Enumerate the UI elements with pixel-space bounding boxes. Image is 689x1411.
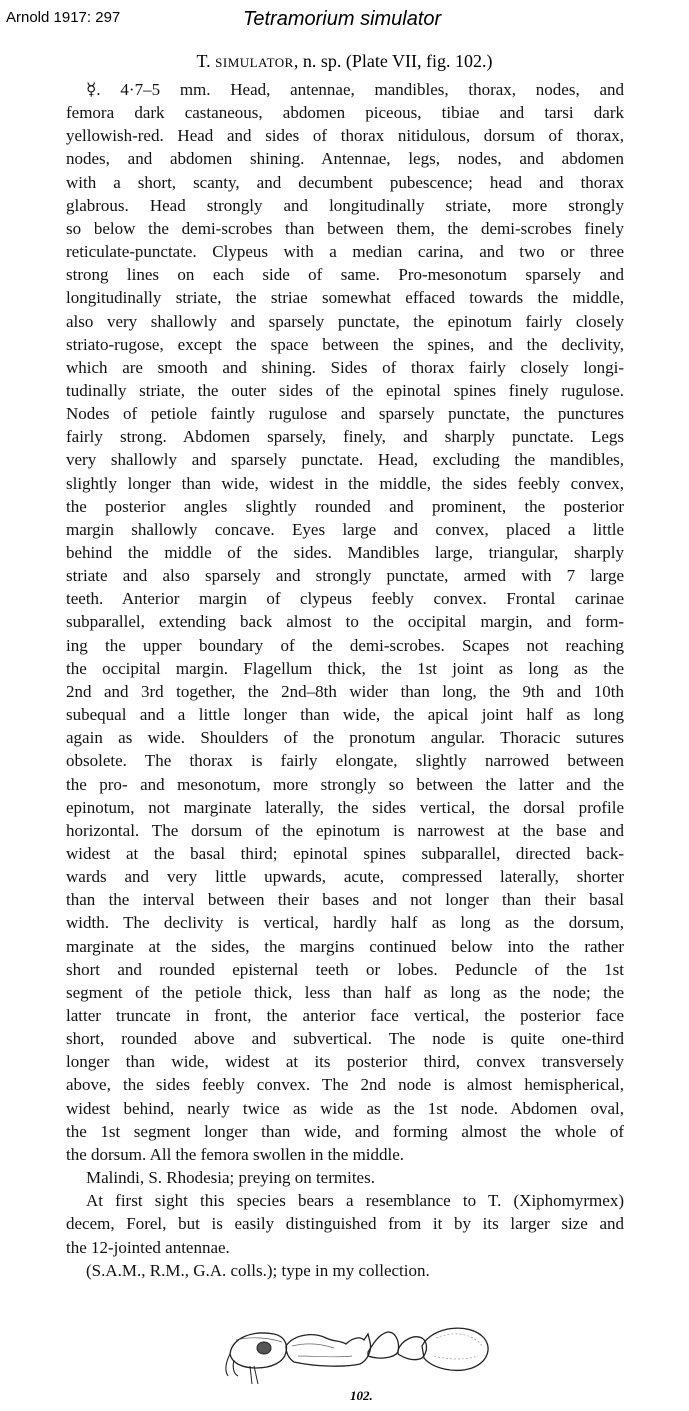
description-line: again as wide. Shoulders of the pronotum angular. Thoracic sutures — [66, 728, 624, 748]
description-line: ing the upper boundary of the demi-scrobes. Scapes not reaching — [66, 635, 624, 655]
description-line: reticulate-punctate. Clypeus with a median carina, and two or three — [66, 242, 624, 262]
description-line: the pro- and mesonotum, more strongly so between the latter and the — [66, 774, 624, 794]
description-line: short, rounded above and subvertical. The node is quite one-third — [66, 1029, 624, 1049]
description-line: so below the demi-scrobes than between them, the demi-scrobes finely — [66, 218, 624, 238]
description-line: subparallel, extending back almost to the occipital margin, and form- — [66, 612, 624, 632]
description-line: which are smooth and shining. Sides of thorax fairly closely longi- — [66, 357, 624, 377]
description-line: Nodes of petiole faintly rugulose and sparsely punctate, the punctures — [66, 404, 624, 424]
description-line: segment of the petiole thick, less than half as long as the node; the — [66, 982, 624, 1002]
description-line: behind the middle of the sides. Mandibles large, triangular, sharply — [66, 543, 624, 562]
description-line: width. The declivity is vertical, hardly half as long as the dorsum, — [66, 913, 624, 933]
description-line: subequal and a little longer than wide, the apical joint half as long — [66, 705, 624, 725]
description-line: widest behind, nearly twice as wide as the 1st node. Abdomen oval, — [66, 1098, 624, 1118]
species-heading — [0, 51, 689, 72]
description-line: very shallowly and sparsely punctate. Head, excluding the mandibles, — [66, 450, 624, 470]
description-line: slightly longer than wide, widest in the middle, the sides feebly convex, — [66, 473, 624, 493]
description-line: wards and very little upwards, acute, compressed laterally, shorter — [66, 867, 624, 887]
description-line: nodes, and abdomen shining. Antennae, legs, nodes, and abdomen — [66, 149, 624, 169]
description-line: obsolete. The thorax is fairly elongate, slightly narrowed between — [66, 751, 624, 771]
heading-rest: , n. sp. (Plate VII, fig. 102.) — [293, 51, 493, 71]
description-line: the occipital margin. Flagellum thick, the 1st joint as long as the — [66, 658, 624, 678]
remarks-line: At first sight this species bears a resemblance to T. (Xiphomyrmex) — [86, 1191, 624, 1211]
description-line: longer than wide, widest at its posterior third, convex transversely — [66, 1052, 624, 1072]
description-line: glabrous. Head strongly and longitudinally striate, more strongly — [66, 195, 624, 215]
description-line: striate and also sparsely and strongly punctate, armed with 7 large — [66, 566, 624, 586]
description-line: striato-rugose, except the space between the spines, and the declivity, — [66, 334, 624, 354]
description-line: strong lines on each side of same. Pro-mesonotum sparsely and — [66, 265, 624, 285]
description-line: tudinally striate, the outer sides of the epinotal spines finely rugulose. — [66, 380, 624, 400]
description-line: longitudinally striate, the striae somewhat effaced towards the middle, — [66, 288, 624, 308]
locality-line: Malindi, S. Rhodesia; preying on termites. — [86, 1168, 375, 1188]
description-line: latter truncate in front, the anterior face vertical, the posterior face — [66, 1006, 624, 1025]
description-line: with a short, scanty, and decumbent pubescence; head and thorax — [66, 172, 624, 192]
description-line: short and rounded episternal teeth or lobes. Peduncle of the 1st — [66, 959, 624, 979]
remarks-line: decem, Forel, but is easily distinguished from it by its larger size and — [66, 1214, 624, 1234]
heading-genus: T. — [196, 51, 211, 71]
description-line: fairly strong. Abdomen sparsely, finely, and sharply punctate. Legs — [66, 427, 624, 447]
collections-line: (S.A.M., R.M., G.A. colls.); type in my collection. — [86, 1260, 430, 1280]
description-line: above, the sides feebly convex. The 2nd node is almost hemispherical, — [66, 1075, 624, 1095]
description-line: ☿. 4·7–5 mm. Head, antennae, mandibles, thorax, nodes, and — [86, 80, 624, 99]
description-line: the posterior angles slightly rounded and prominent, the posterior — [66, 496, 624, 516]
ant-profile-drawing — [222, 1316, 492, 1391]
description-line: also very shallowly and sparsely punctate, the epinotum fairly closely — [66, 311, 624, 331]
heading-species: simulator — [215, 51, 294, 71]
description-line: margin shallowly concave. Eyes large and convex, placed a little — [66, 519, 624, 539]
description-line: the 1st segment longer than wide, and forming almost the whole of — [66, 1121, 624, 1141]
description-line: widest at the basal third; epinotal spines subparallel, directed back- — [66, 843, 624, 863]
description-line: horizontal. The dorsum of the epinotum is narrowest at the base and — [66, 820, 624, 840]
description-line: femora dark castaneous, abdomen piceous, tibiae and tarsi dark — [66, 103, 624, 123]
description-line: marginate at the sides, the margins continued below into the rather — [66, 936, 624, 956]
remarks-line: the 12-jointed antennae. — [66, 1237, 230, 1257]
page-reference: Arnold 1917: 297 — [6, 9, 121, 26]
species-title: Tetramorium simulator — [243, 8, 442, 30]
description-line: teeth. Anterior margin of clypeus feebly convex. Frontal carinae — [66, 589, 624, 609]
description-line: 2nd and 3rd together, the 2nd–8th wider than long, the 9th and 10th — [66, 681, 624, 701]
description-line: than the interval between their bases and not longer than their basal — [66, 890, 624, 910]
figure-label: 102. — [350, 1388, 373, 1403]
description-line: yellowish-red. Head and sides of thorax nitidulous, dorsum of thorax, — [66, 126, 624, 146]
description-line: epinotum, not marginate laterally, the sides vertical, the dorsal profile — [66, 797, 624, 817]
description-line: the dorsum. All the femora swollen in the middle. — [66, 1144, 405, 1164]
